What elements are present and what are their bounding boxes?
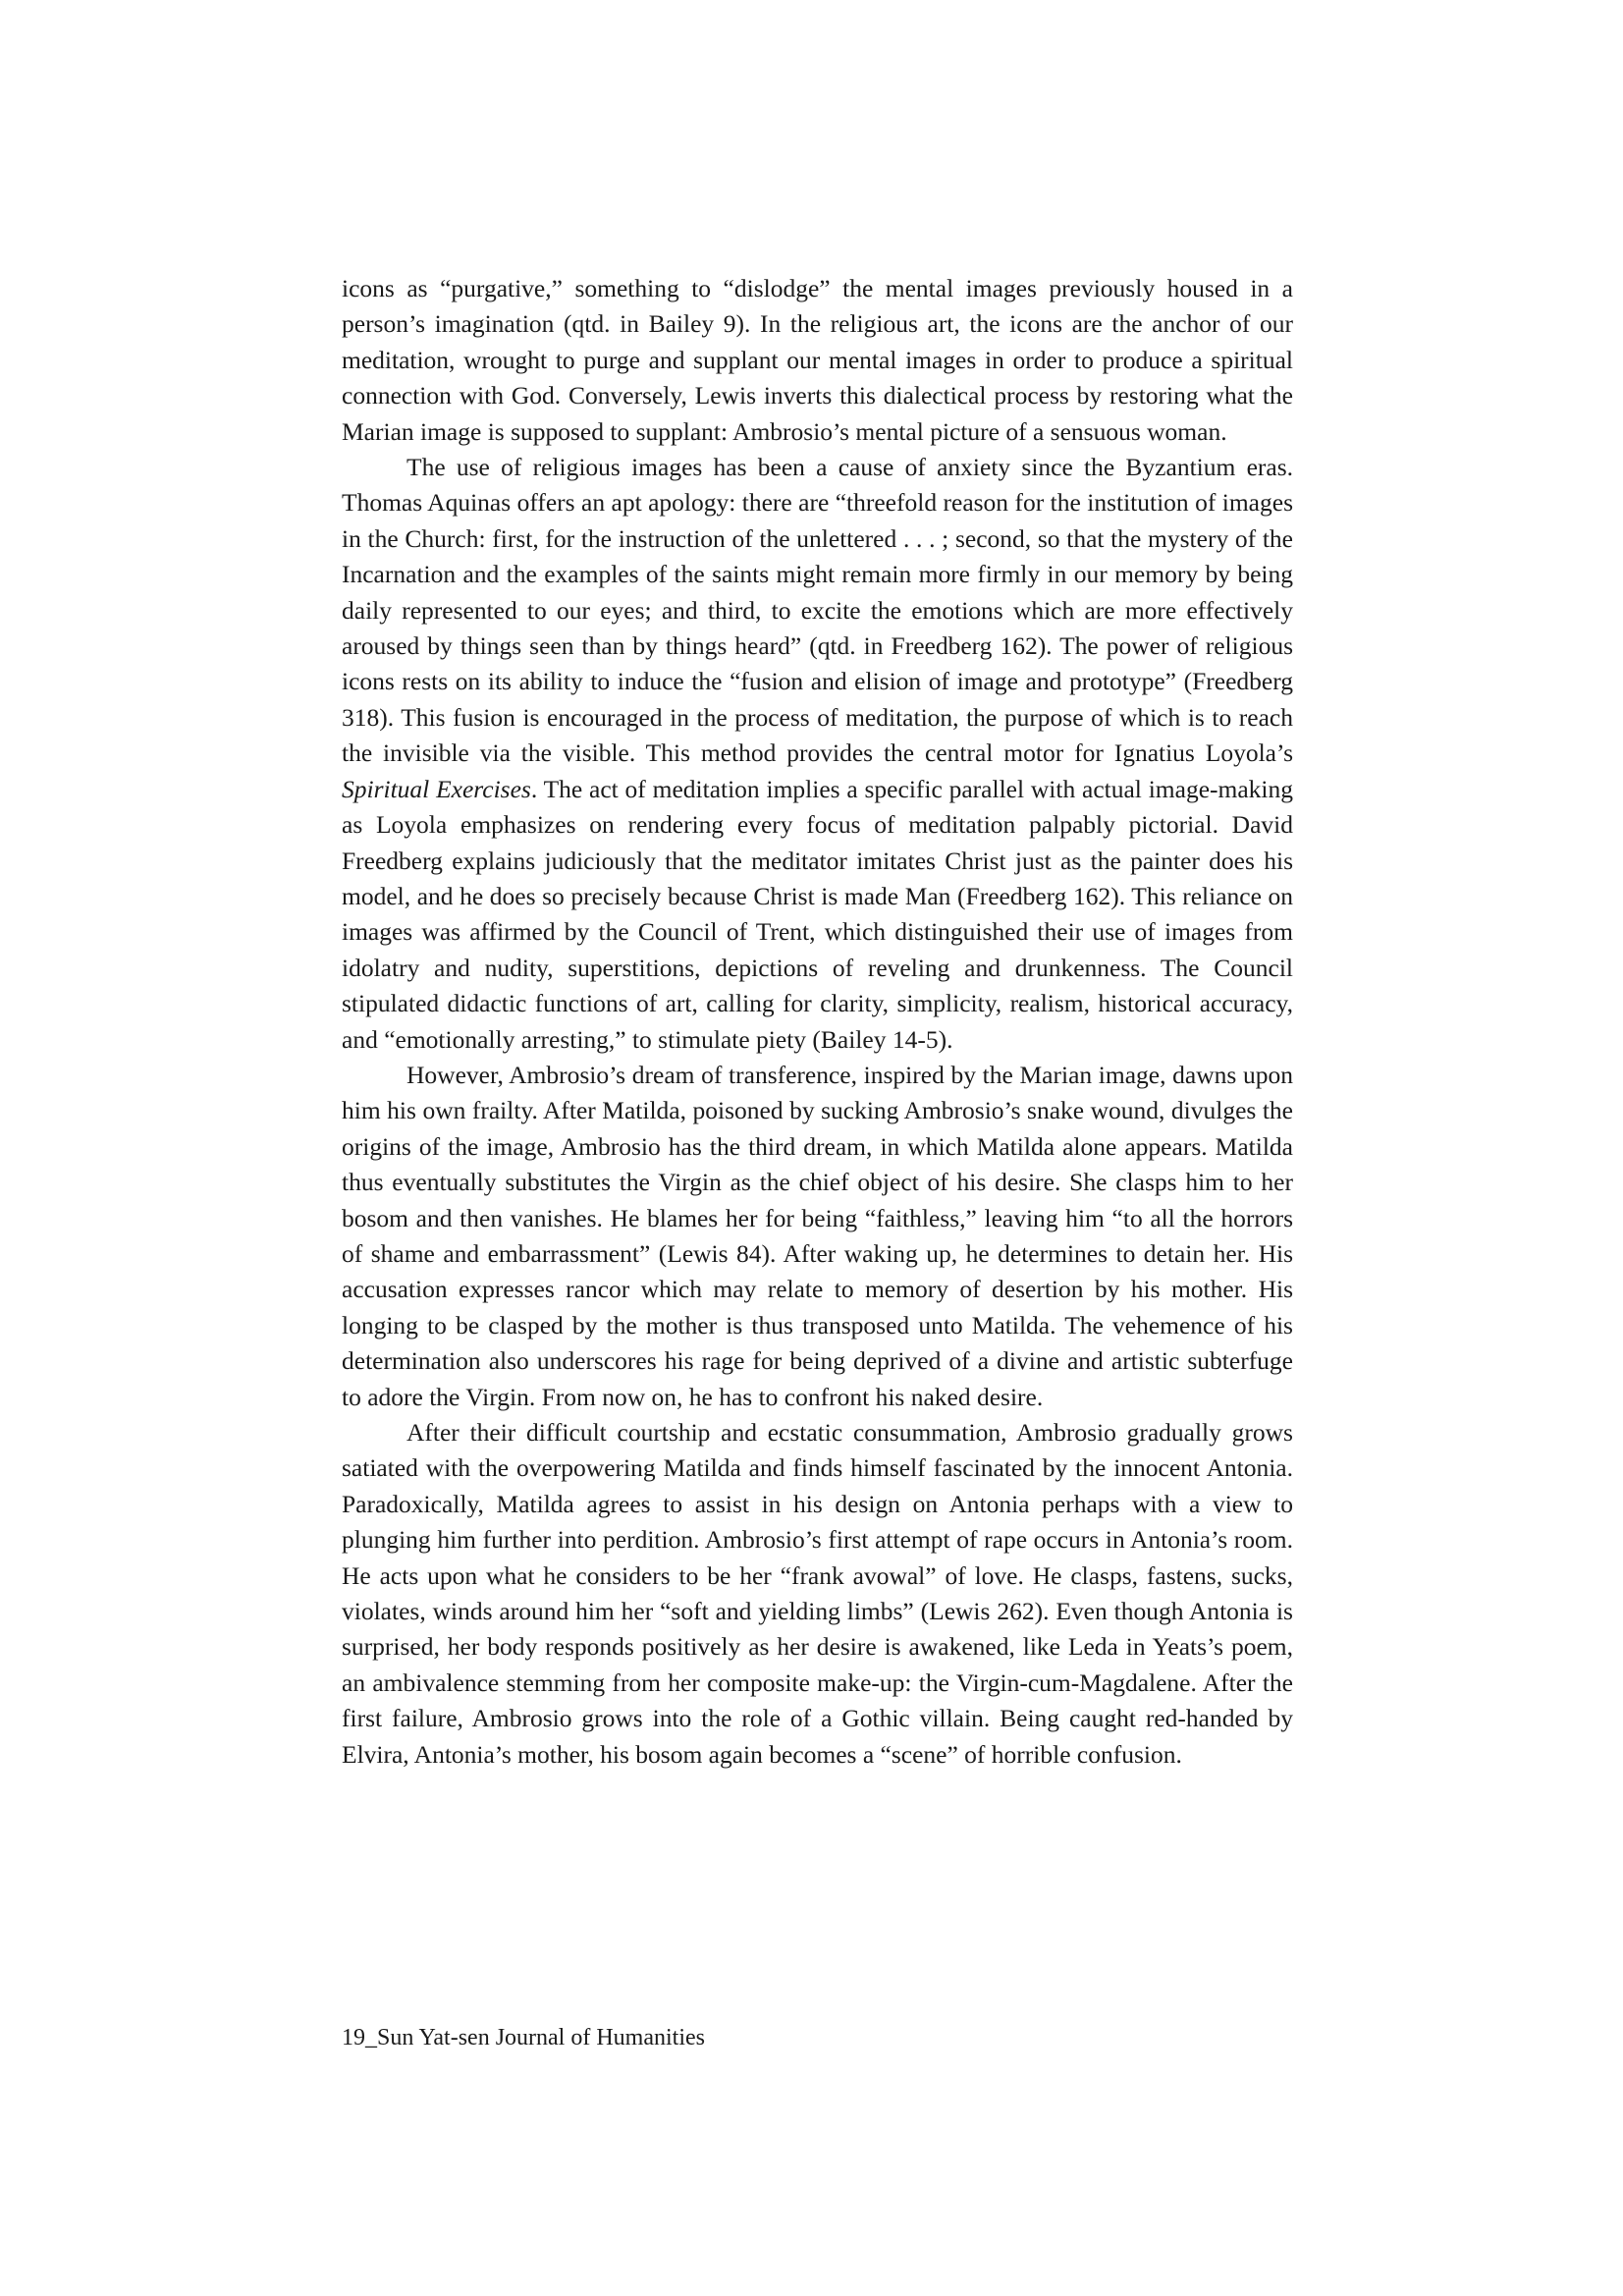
article-body xyxy=(342,271,1293,1773)
book-title-spiritual-exercises: Spiritual Exercises xyxy=(342,774,531,803)
paragraph-2-text-a: The use of religious images has been a cause of anxiety since the Byzantium eras. Thomas Aquinas offers an apt apology: there are “threefold reason for the institution of images in the Church: first, for the instruction of the unlettered . . . ; second, so that the mystery of the Incarnation and the examples of the saints might remain more firmly in our memory by being daily represented to our eyes; and third, to excite the emotions which are more effectively aroused by things seen than by things heard” (qtd. in Freedberg 162). The power of religious icons rests on its ability to induce the “fusion and elision of image and prototype” (Freedberg 318). This fusion is encouraged in the process of meditation, the purpose of which is to reach the invisible via the visible. This method provides the central motor for Ignatius Loyola’s xyxy=(342,453,1293,768)
paragraph-1 xyxy=(342,271,1293,450)
paragraph-1-text: icons as “purgative,” something to “dislodge” the mental images previously housed in a person’s imagination (qtd. in Bailey 9). In the religious art, the icons are the anchor of our meditation, wrought to purge and supplant our mental images in order to produce a spiritual connection with God. Conversely, Lewis inverts this dialectical process by restoring what the Marian image is supposed to supplant: Ambrosio’s mental picture of a sensuous woman. xyxy=(342,274,1293,446)
footer-page-number-journal: 19_Sun Yat-sen Journal of Humanities xyxy=(342,2025,705,2050)
page-footer xyxy=(342,2023,705,2052)
paragraph-4-text: After their difficult courtship and ecstatic consummation, Ambrosio gradually grows satiated with the overpowering Matilda and finds himself fascinated by the innocent Antonia. Paradoxically, Matilda agrees to assist in his design on Antonia perhaps with a view to plunging him further into perdition. Ambrosio’s first attempt of rape occurs in Antonia’s room. He acts upon what he considers to be her “frank avowal” of love. He clasps, fastens, sucks, violates, winds around him her “soft and yielding limbs” (Lewis 262). Even though Antonia is surprised, her body responds positively as her desire is awakened, like Leda in Yeats’s poem, an ambivalence stemming from her composite make-up: the Virgin-cum-Magdalene. After the first failure, Ambrosio grows into the role of a Gothic villain. Being caught red-handed by Elvira, Antonia’s mother, his bosom again becomes a “scene” of horrible confusion. xyxy=(342,1418,1293,1769)
paragraph-3 xyxy=(342,1058,1293,1415)
paragraph-2-text-b: . The act of meditation implies a specific parallel with actual image-making as Loyola emphasizes on rendering every focus of meditation palpably pictorial. David Freedberg explains judiciously that the meditator imitates Christ just as the painter does his model, and he does so precisely because Christ is made Man (Freedberg 162). This reliance on images was affirmed by the Council of Trent, which distinguished their use of images from idolatry and nudity, superstitions, depictions of reveling and drunkenness. The Council stipulated didactic functions of art, calling for clarity, simplicity, realism, historical accuracy, and “emotionally arresting,” to stimulate piety (Bailey 14-5). xyxy=(342,774,1293,1054)
paragraph-3-text: However, Ambrosio’s dream of transference, inspired by the Marian image, dawns upon him his own frailty. After Matilda, poisoned by sucking Ambrosio’s snake wound, divulges the origins of the image, Ambrosio has the third dream, in which Matilda alone appears. Matilda thus eventually substitutes the Virgin as the chief object of his desire. She clasps him to her bosom and then vanishes. He blames her for being “faithless,” leaving him “to all the horrors of shame and embarrassment” (Lewis 84). After waking up, he determines to detain her. His accusation expresses rancor which may relate to memory of desertion by his mother. His longing to be clasped by the mother is thus transposed unto Matilda. The vehemence of his determination also underscores his rage for being deprived of a divine and artistic subterfuge to adore the Virgin. From now on, he has to confront his naked desire. xyxy=(342,1060,1293,1411)
paragraph-2 xyxy=(342,450,1293,1058)
paragraph-4 xyxy=(342,1415,1293,1773)
